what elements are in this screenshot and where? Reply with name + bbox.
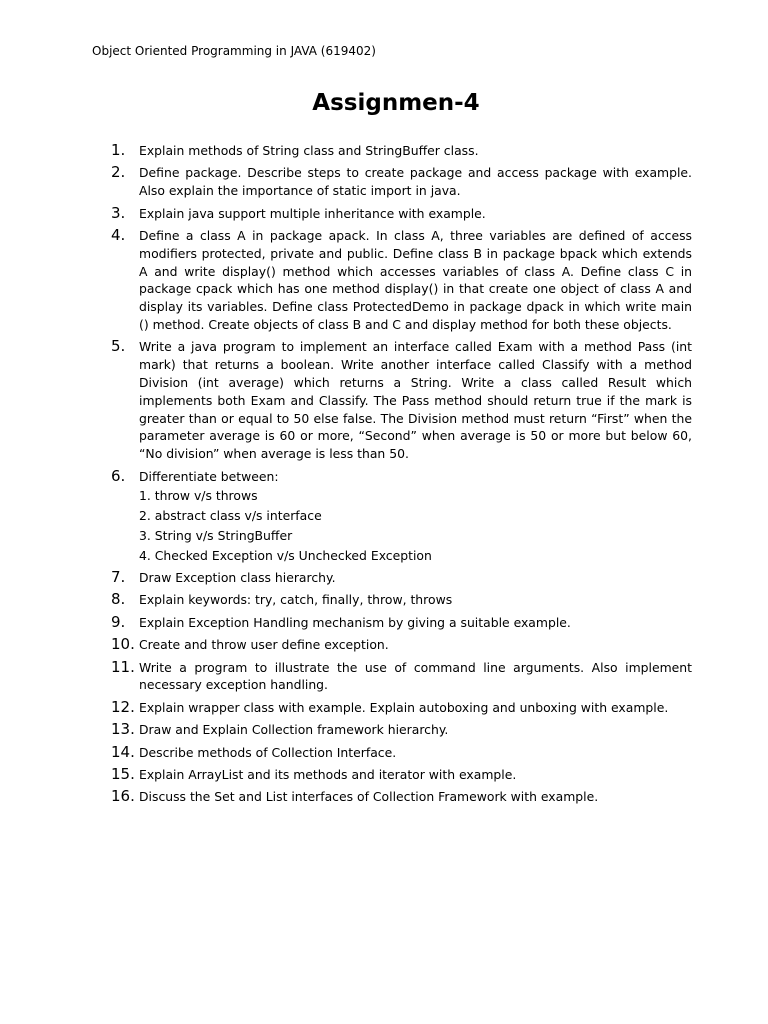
question-text: Explain wrapper class with example. Explain autoboxing and unboxing with example. bbox=[139, 699, 669, 715]
question-text: Explain ArrayList and its methods and iterator with example. bbox=[139, 767, 517, 783]
sublist-item: 1. throw v/s throws bbox=[139, 488, 258, 504]
sublist-item: 4. Checked Exception v/s Unchecked Exception bbox=[139, 547, 432, 563]
question-number: 11. bbox=[111, 657, 135, 676]
question-body bbox=[139, 766, 692, 784]
question-text: Draw Exception class hierarchy. bbox=[139, 570, 336, 586]
question-item bbox=[111, 614, 692, 632]
question-item bbox=[111, 788, 692, 806]
question-text: Explain Exception Handling mechanism by giving a suitable example. bbox=[139, 614, 571, 630]
question-number: 9. bbox=[111, 612, 126, 631]
question-text: Define package. Describe steps to create package and access package with example. Also explain the importance of static import in java. bbox=[139, 165, 692, 199]
document-header: Object Oriented Programming in JAVA (619402) bbox=[92, 44, 376, 58]
question-text: Write a java program to implement an interface called Exam with a method Pass (int mark) that returns a boolean. Write another interface called Classify with a method Division (int average) which returns a String. Write a class called Result which implements both Exam and Classify. The Pass method should return true if the mark is greater than or equal to 50 else false. The Division method must return “First” when the parameter average is 60 or more, “Second” when average is 50 or more but below 60, “No division” when average is less than 50. bbox=[139, 339, 692, 462]
question-item bbox=[111, 636, 692, 654]
question-body bbox=[139, 614, 692, 632]
question-item bbox=[111, 766, 692, 784]
question-body bbox=[139, 744, 692, 762]
question-text: Explain keywords: try, catch, finally, throw, throws bbox=[139, 592, 453, 608]
question-body bbox=[139, 721, 692, 739]
question-number: 6. bbox=[111, 466, 126, 485]
question-item bbox=[111, 591, 692, 609]
question-item bbox=[111, 338, 692, 463]
question-body bbox=[139, 699, 692, 717]
question-number: 2. bbox=[111, 163, 126, 182]
question-text: Write a program to illustrate the use of command line arguments. Also implement necessary exception handling. bbox=[139, 659, 692, 693]
question-number: 15. bbox=[111, 765, 135, 784]
question-item bbox=[111, 468, 692, 565]
question-item bbox=[111, 699, 692, 717]
question-text: Differentiate between: bbox=[139, 468, 279, 484]
question-item bbox=[111, 721, 692, 739]
question-body bbox=[139, 636, 692, 654]
question-item bbox=[111, 659, 692, 695]
question-body bbox=[139, 164, 692, 200]
question-number: 7. bbox=[111, 568, 126, 587]
question-body bbox=[139, 788, 692, 806]
question-number: 1. bbox=[111, 141, 126, 159]
question-number: 4. bbox=[111, 225, 126, 244]
question-item bbox=[111, 569, 692, 587]
question-body bbox=[139, 227, 692, 334]
question-body bbox=[139, 659, 692, 695]
question-text: Explain java support multiple inheritance with example. bbox=[139, 205, 486, 221]
question-item bbox=[111, 227, 692, 334]
question-list bbox=[111, 142, 692, 811]
question-body bbox=[139, 205, 692, 223]
question-text: Discuss the Set and List interfaces of Collection Framework with example. bbox=[139, 789, 599, 805]
question-text: Explain methods of String class and StringBuffer class. bbox=[139, 143, 479, 158]
question-item bbox=[111, 164, 692, 200]
sublist-item: 3. String v/s StringBuffer bbox=[139, 527, 293, 543]
differentiate-sublist bbox=[139, 487, 692, 564]
question-number: 8. bbox=[111, 590, 126, 609]
question-text: Draw and Explain Collection framework hierarchy. bbox=[139, 722, 449, 738]
question-body bbox=[139, 569, 692, 587]
question-text: Define a class A in package apack. In class A, three variables are defined of access modifiers protected, private and public. Define class B in package bpack which extends A and write display() method which accesses variables of class A. Define class C in package cpack which has one method display() in that create one object of class A and display its variables. Define class ProtectedDemo in package dpack in which write main () method. Create objects of class B and C and display method for both these objects. bbox=[139, 227, 692, 332]
question-body bbox=[139, 338, 692, 463]
question-item bbox=[111, 205, 692, 223]
question-item bbox=[111, 142, 692, 160]
question-number: 14. bbox=[111, 742, 135, 761]
question-body bbox=[139, 468, 692, 565]
question-text: Create and throw user define exception. bbox=[139, 637, 389, 653]
question-number: 16. bbox=[111, 787, 135, 806]
sublist-item: 2. abstract class v/s interface bbox=[139, 508, 322, 524]
question-text: Describe methods of Collection Interface. bbox=[139, 744, 397, 760]
question-number: 13. bbox=[111, 720, 135, 739]
question-item bbox=[111, 744, 692, 762]
question-number: 5. bbox=[111, 337, 126, 356]
question-number: 3. bbox=[111, 203, 126, 222]
question-body bbox=[139, 591, 692, 609]
page-title: Assignmen-4 bbox=[312, 90, 480, 116]
question-number: 12. bbox=[111, 697, 135, 716]
question-body bbox=[139, 142, 692, 160]
question-number: 10. bbox=[111, 635, 135, 654]
